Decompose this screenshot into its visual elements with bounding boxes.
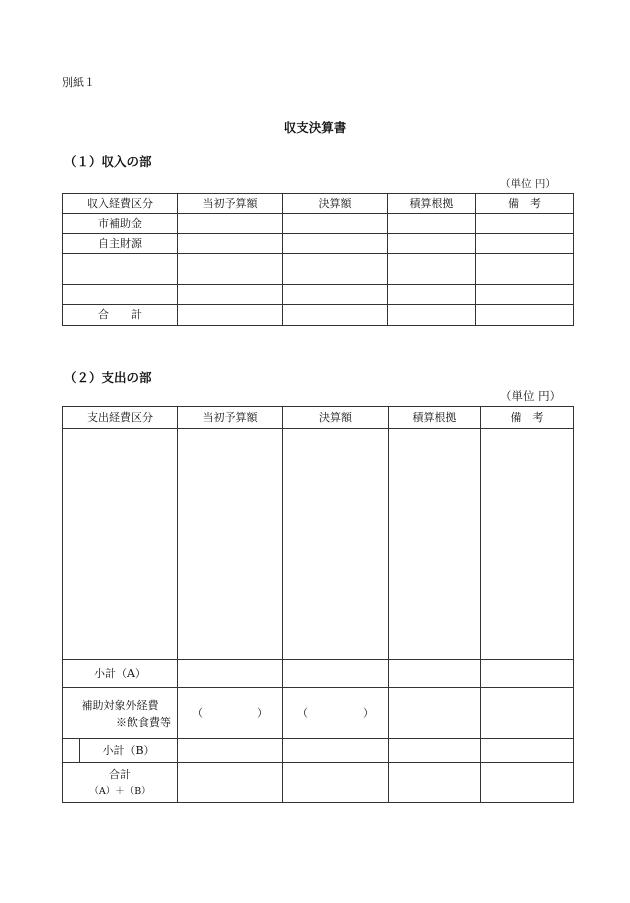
- table-cell[interactable]: [476, 214, 574, 234]
- income-header-basis: 積算根拠: [388, 194, 476, 214]
- grand-total-formula: （A）＋（B）: [89, 785, 151, 797]
- table-row: [63, 739, 574, 763]
- table-cell[interactable]: [178, 285, 283, 305]
- table-row: [63, 254, 574, 285]
- table-cell[interactable]: [388, 305, 476, 326]
- income-row-own-funds: 自主財源: [63, 234, 178, 254]
- table-cell[interactable]: [481, 739, 574, 763]
- expense-non-subsidized: [63, 688, 178, 739]
- document-title: 収支決算書: [283, 120, 347, 135]
- table-row: [63, 305, 574, 326]
- table-cell[interactable]: [388, 214, 476, 234]
- table-row: [63, 660, 574, 688]
- table-cell[interactable]: [388, 254, 476, 285]
- expense-header-settled-amount: 決算額: [283, 407, 389, 429]
- expense-section-heading: （２）支出の部: [64, 370, 152, 385]
- income-header-remarks: 備 考: [476, 194, 574, 214]
- non-subsidized-initial-budget-cell[interactable]: [178, 688, 283, 739]
- income-row-city-subsidy: 市補助金: [63, 214, 178, 234]
- table-cell[interactable]: [283, 254, 388, 285]
- table-cell[interactable]: [178, 739, 283, 763]
- table-cell[interactable]: [283, 660, 389, 688]
- non-subsidized-label: 補助対象外経費: [81, 698, 159, 712]
- table-cell[interactable]: [388, 234, 476, 254]
- expense-items-area[interactable]: [63, 429, 178, 660]
- table-cell[interactable]: [389, 763, 481, 803]
- table-cell[interactable]: [476, 234, 574, 254]
- expense-table: [62, 406, 574, 803]
- expense-grand-total: [63, 763, 178, 803]
- table-cell[interactable]: [178, 214, 283, 234]
- expense-header-remarks: 備 考: [481, 407, 574, 429]
- non-subsidized-settled-cell[interactable]: [283, 688, 389, 739]
- table-cell[interactable]: [476, 305, 574, 326]
- table-cell[interactable]: [178, 763, 283, 803]
- table-row: [63, 429, 574, 660]
- table-cell[interactable]: [388, 285, 476, 305]
- expense-header-row: [63, 407, 574, 429]
- table-cell[interactable]: [283, 739, 389, 763]
- table-row: [63, 763, 574, 803]
- table-cell[interactable]: [283, 285, 388, 305]
- income-header-row: [63, 194, 574, 214]
- expense-subtotal-a: 小計（A）: [63, 660, 178, 688]
- table-cell[interactable]: [481, 429, 574, 660]
- income-section-heading: （１）収入の部: [64, 154, 152, 169]
- open-paren: （: [192, 706, 203, 720]
- expense-header-category: 支出経費区分: [63, 407, 178, 429]
- expense-unit-label: （単位 円）: [500, 389, 562, 403]
- table-row: [63, 688, 574, 739]
- table-cell[interactable]: [283, 763, 389, 803]
- table-row: [63, 214, 574, 234]
- subtotal-b-box: 小計（B）: [79, 738, 177, 763]
- income-unit-label: （単位 円）: [500, 178, 556, 190]
- annex-label: 別紙１: [62, 76, 95, 89]
- income-table: [62, 193, 574, 326]
- table-row: [63, 285, 574, 305]
- table-cell[interactable]: [283, 305, 388, 326]
- table-cell[interactable]: [283, 234, 388, 254]
- table-cell[interactable]: [178, 234, 283, 254]
- income-header-initial-budget: 当初予算額: [178, 194, 283, 214]
- table-cell[interactable]: [283, 214, 388, 234]
- table-cell[interactable]: [481, 763, 574, 803]
- income-header-category: 収入経費区分: [63, 194, 178, 214]
- income-row-blank[interactable]: [63, 254, 178, 285]
- income-row-total: 合 計: [63, 305, 178, 326]
- table-cell[interactable]: [178, 254, 283, 285]
- close-paren: ）: [257, 706, 268, 720]
- table-cell[interactable]: [283, 429, 389, 660]
- close-paren: ）: [363, 706, 374, 720]
- table-cell[interactable]: [389, 429, 481, 660]
- table-row: [63, 234, 574, 254]
- table-cell[interactable]: [481, 688, 574, 739]
- income-row-blank[interactable]: [63, 285, 178, 305]
- table-cell[interactable]: [481, 660, 574, 688]
- non-subsidized-note: ※飲食費等: [116, 716, 171, 729]
- table-cell[interactable]: [178, 429, 283, 660]
- expense-header-basis: 積算根拠: [389, 407, 481, 429]
- grand-total-label: 合計: [109, 767, 131, 781]
- table-cell[interactable]: [476, 285, 574, 305]
- table-cell[interactable]: [389, 739, 481, 763]
- table-cell[interactable]: [178, 660, 283, 688]
- expense-subtotal-b: [63, 739, 178, 763]
- income-header-settled-amount: 決算額: [283, 194, 388, 214]
- open-paren: （: [297, 706, 308, 720]
- table-cell[interactable]: [389, 688, 481, 739]
- table-cell[interactable]: [178, 305, 283, 326]
- table-cell[interactable]: [389, 660, 481, 688]
- table-cell[interactable]: [476, 254, 574, 285]
- expense-header-initial-budget: 当初予算額: [178, 407, 283, 429]
